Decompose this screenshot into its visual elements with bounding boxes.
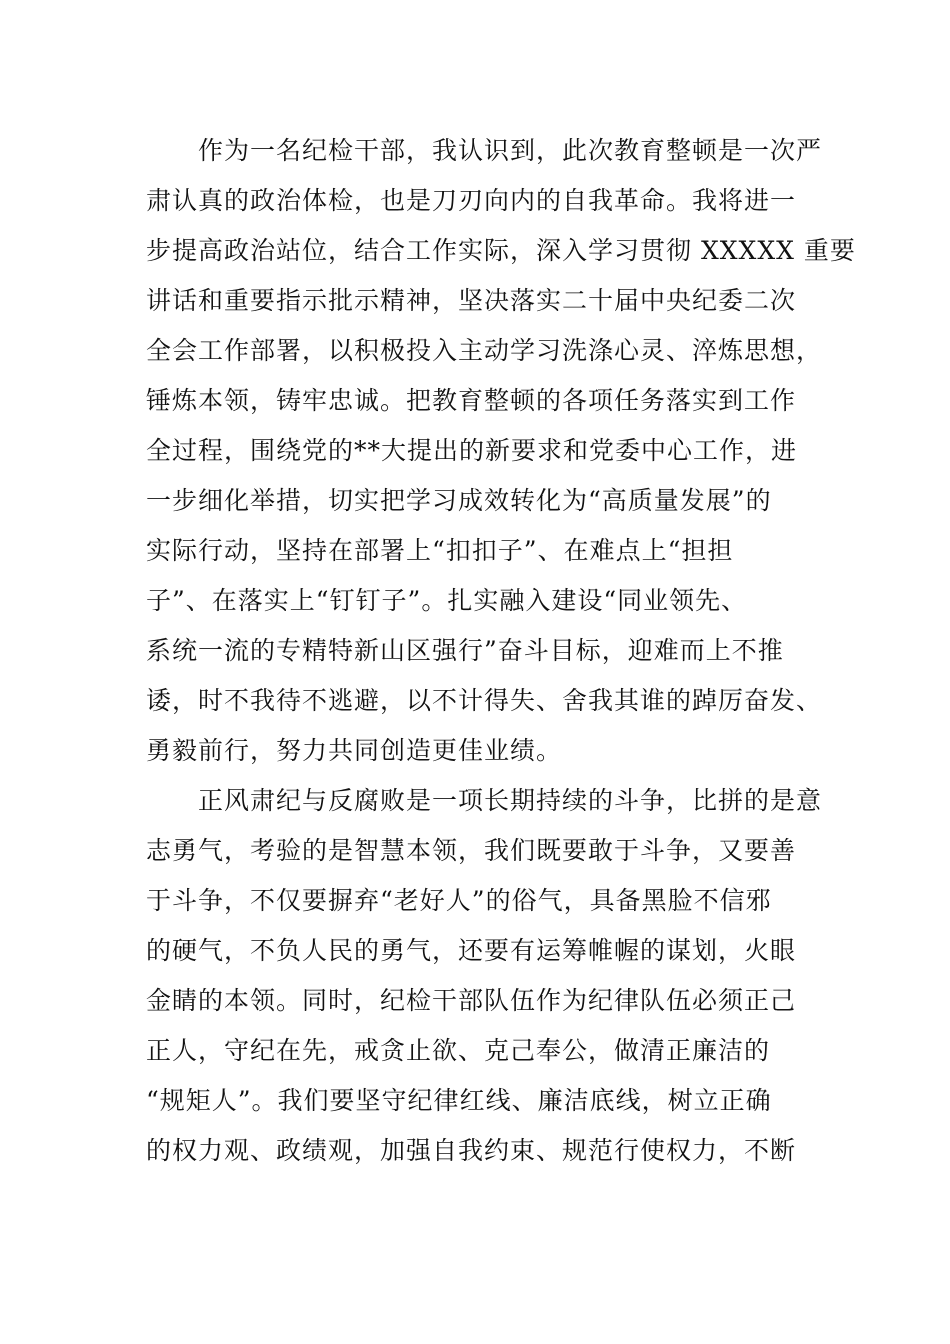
text-line: 全会工作部署，以积极投入主动学习洗涤心灵、淬炼思想， [146, 336, 823, 365]
text-line: 诿，时不我待不逃避，以不计得失、舍我其谁的踔厉奋发、 [146, 686, 823, 715]
text-line: 系统一流的专精特新山区强行”奋斗目标，迎难而上不推 [146, 636, 784, 665]
text-line: 勇毅前行，努力共同创造更佳业绩。 [146, 736, 563, 765]
text-line: 实际行动，坚持在部署上“扣扣子”、在难点上“担担 [146, 536, 734, 565]
text-line: 的硬气，不负人民的勇气，还要有运筹帷幄的谋划，火眼 [146, 936, 797, 965]
paragraph-1 [146, 126, 856, 776]
text-line: 肃认真的政治体检，也是刀刃向内的自我革命。我将进一 [146, 186, 797, 215]
paragraph-2 [146, 776, 823, 1176]
text-line: 讲话和重要指示批示精神，坚决落实二十届中央纪委二次 [146, 286, 797, 315]
text-line: 全过程，围绕党的**大提出的新要求和党委中心工作，进 [146, 436, 798, 465]
document-body [146, 126, 856, 1176]
text-line: 正人，守纪在先，戒贪止欲、克己奉公，做清正廉洁的 [146, 1036, 771, 1065]
text-line: 子”、在落实上“钉钉子”。扎实融入建设“同业领先、 [146, 586, 748, 615]
text-line: 正风肃纪与反腐败是一项长期持续的斗争，比拼的是意 [146, 786, 823, 815]
text-line: 的权力观、政绩观，加强自我约束、规范行使权力，不断 [146, 1136, 797, 1165]
text-line: 志勇气，考验的是智慧本领，我们既要敢于斗争，又要善 [146, 836, 797, 865]
text-line: “规矩人”。我们要坚守纪律红线、廉洁底线，树立正确 [146, 1086, 772, 1115]
text-line: 一步细化举措，切实把学习成效转化为“高质量发展”的 [146, 486, 772, 515]
text-line: 作为一名纪检干部，我认识到，此次教育整顿是一次严 [146, 136, 823, 165]
text-line: 锤炼本领，铸牢忠诚。把教育整顿的各项任务落实到工作 [146, 386, 797, 415]
text-line: 金睛的本领。同时，纪检干部队伍作为纪律队伍必须正己 [146, 986, 797, 1015]
text-line: 于斗争，不仅要摒弃“老好人”的俗气，具备黑脸不信邪 [146, 886, 772, 915]
text-line: 步提高政治站位，结合工作实际，深入学习贯彻 XXXXX 重要 [146, 236, 856, 265]
